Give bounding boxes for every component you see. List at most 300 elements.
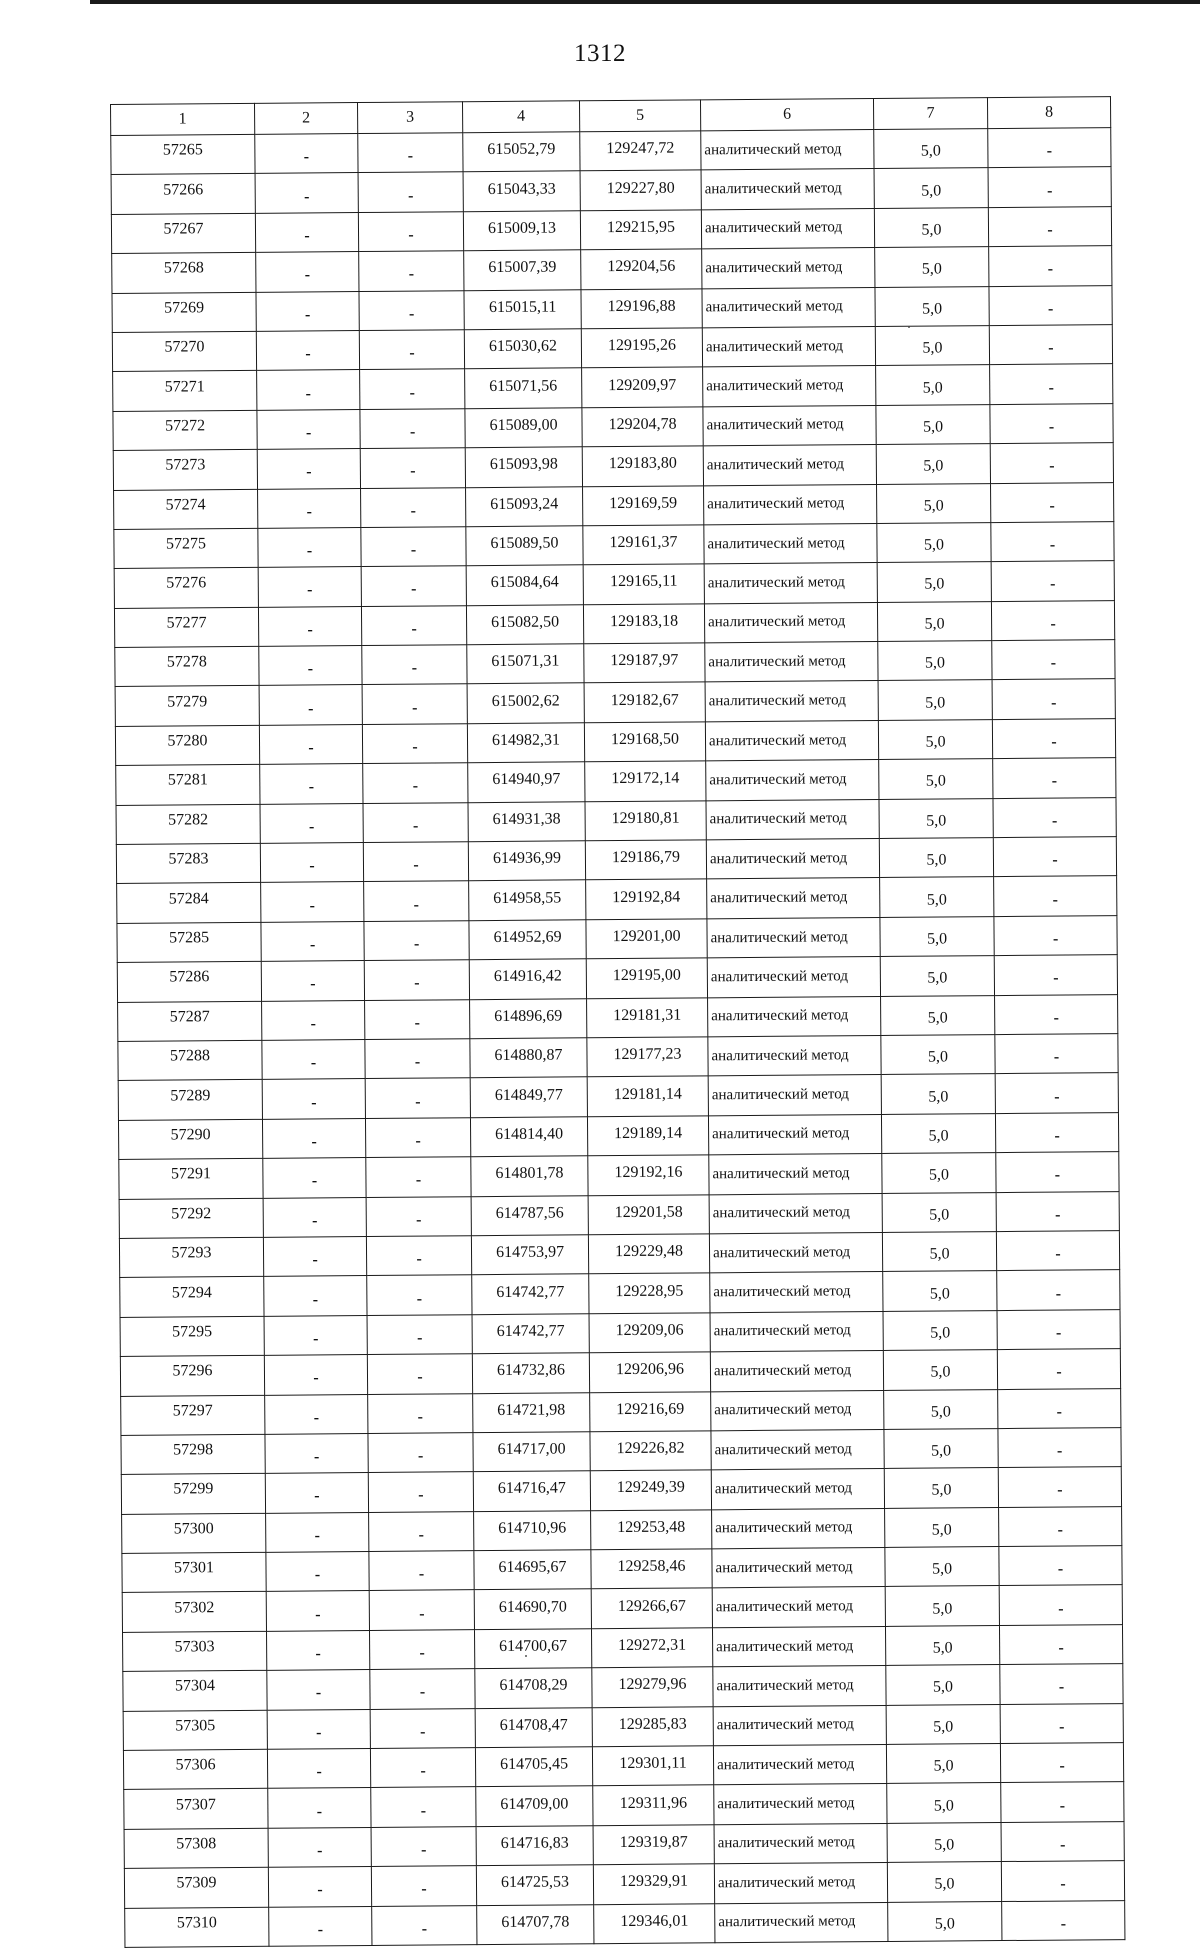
- method-cell: аналитический метод: [703, 366, 876, 407]
- col2-cell: -: [262, 1040, 365, 1080]
- col8-cell: -: [999, 1585, 1122, 1625]
- accuracy-cell: 5,0: [885, 1547, 999, 1587]
- col2-cell: -: [266, 1630, 369, 1670]
- y-coordinate-cell: 129182,67: [584, 682, 705, 722]
- col8-cell: -: [998, 1388, 1121, 1428]
- accuracy-cell: 5,0: [875, 286, 989, 326]
- method-cell: аналитический метод: [714, 1863, 887, 1904]
- x-coordinate-cell: 615071,31: [467, 644, 584, 684]
- col2-cell: -: [261, 882, 364, 922]
- col2-cell: -: [257, 449, 360, 489]
- x-coordinate-cell: 614708,47: [475, 1707, 592, 1747]
- accuracy-cell: 5,0: [888, 1901, 1002, 1941]
- col8-cell: -: [995, 1034, 1118, 1074]
- col8-cell: -: [999, 1506, 1122, 1546]
- point-number-cell: 57285: [117, 922, 261, 963]
- col2-cell: -: [266, 1591, 369, 1631]
- x-coordinate-cell: 614705,45: [475, 1747, 592, 1787]
- col3-cell: -: [368, 1433, 473, 1473]
- accuracy-cell: 5,0: [887, 1822, 1001, 1862]
- column-header: 6: [700, 99, 873, 131]
- accuracy-cell: 5,0: [884, 1468, 998, 1508]
- method-cell: аналитический метод: [702, 326, 875, 367]
- col8-cell: -: [992, 718, 1115, 758]
- method-cell: аналитический метод: [709, 1232, 882, 1273]
- accuracy-cell: 5,0: [874, 168, 988, 208]
- accuracy-cell: 5,0: [881, 1035, 995, 1075]
- x-coordinate-cell: 614787,56: [471, 1195, 588, 1235]
- x-coordinate-cell: 614710,96: [474, 1510, 591, 1550]
- point-number-cell: 57267: [111, 213, 255, 254]
- point-number-cell: 57274: [114, 489, 258, 530]
- col8-cell: -: [1001, 1782, 1124, 1822]
- col3-cell: -: [366, 1157, 471, 1197]
- col3-cell: -: [360, 369, 465, 409]
- col2-cell: -: [259, 724, 362, 764]
- col8-cell: -: [996, 1191, 1119, 1231]
- col2-cell: -: [261, 921, 364, 961]
- col3-cell: -: [366, 1236, 471, 1276]
- col2-cell: -: [268, 1827, 371, 1867]
- col8-cell: -: [1002, 1900, 1125, 1940]
- accuracy-cell: 5,0: [886, 1744, 1000, 1784]
- col2-cell: -: [264, 1276, 367, 1316]
- point-number-cell: 57310: [125, 1907, 269, 1948]
- accuracy-cell: 5,0: [879, 798, 993, 838]
- y-coordinate-cell: 129227,80: [580, 170, 701, 210]
- x-coordinate-cell: 615089,50: [466, 526, 583, 566]
- col3-cell: -: [371, 1826, 476, 1866]
- col3-cell: -: [364, 921, 469, 961]
- y-coordinate-cell: 129195,26: [581, 328, 702, 368]
- accuracy-cell: 5,0: [875, 247, 989, 287]
- y-coordinate-cell: 129181,31: [587, 997, 708, 1037]
- point-number-cell: 57273: [113, 449, 257, 490]
- col2-cell: -: [257, 370, 360, 410]
- accuracy-cell: 5,0: [880, 916, 994, 956]
- x-coordinate-cell: 615071,56: [465, 368, 582, 408]
- y-coordinate-cell: 129311,96: [593, 1785, 714, 1825]
- col3-cell: -: [360, 408, 465, 448]
- col8-cell: -: [1000, 1664, 1123, 1704]
- y-coordinate-cell: 129204,56: [581, 249, 702, 289]
- x-coordinate-cell: 615030,62: [464, 329, 581, 369]
- col8-cell: -: [1001, 1861, 1124, 1901]
- col8-cell: -: [991, 482, 1114, 522]
- col8-cell: -: [999, 1624, 1122, 1664]
- accuracy-cell: 5,0: [883, 1350, 997, 1390]
- col8-cell: -: [998, 1427, 1121, 1467]
- method-cell: аналитический метод: [712, 1508, 885, 1549]
- col2-cell: -: [266, 1512, 369, 1552]
- point-number-cell: 57308: [124, 1828, 268, 1869]
- y-coordinate-cell: 129177,23: [587, 1037, 708, 1077]
- col3-cell: -: [371, 1866, 476, 1906]
- y-coordinate-cell: 129186,79: [585, 840, 706, 880]
- point-number-cell: 57284: [117, 883, 261, 924]
- method-cell: аналитический метод: [711, 1429, 884, 1470]
- col3-cell: -: [364, 881, 469, 921]
- accuracy-cell: 5,0: [876, 404, 990, 444]
- x-coordinate-cell: 614936,99: [468, 841, 585, 881]
- x-coordinate-cell: 614717,00: [473, 1432, 590, 1472]
- col8-cell: -: [995, 1112, 1118, 1152]
- col8-cell: -: [997, 1349, 1120, 1389]
- point-number-cell: 57281: [116, 765, 260, 806]
- y-coordinate-cell: 129201,00: [586, 919, 707, 959]
- col8-cell: -: [990, 364, 1113, 404]
- x-coordinate-cell: 615043,33: [463, 171, 580, 211]
- x-coordinate-cell: 614742,77: [472, 1274, 589, 1314]
- col3-cell: -: [368, 1393, 473, 1433]
- point-number-cell: 57303: [123, 1631, 267, 1672]
- accuracy-cell: 5,0: [877, 601, 991, 641]
- col2-cell: -: [260, 764, 363, 804]
- x-coordinate-cell: 614709,00: [476, 1786, 593, 1826]
- point-number-cell: 57268: [112, 253, 256, 294]
- y-coordinate-cell: 129216,69: [590, 1391, 711, 1431]
- col8-cell: -: [991, 561, 1114, 601]
- accuracy-cell: 5,0: [875, 326, 989, 366]
- col8-cell: -: [1000, 1743, 1123, 1783]
- point-number-cell: 57280: [115, 725, 259, 766]
- col3-cell: -: [369, 1551, 474, 1591]
- point-number-cell: 57304: [123, 1671, 267, 1712]
- col8-cell: -: [1001, 1821, 1124, 1861]
- col3-cell: -: [362, 684, 467, 724]
- column-header: 1: [111, 103, 255, 135]
- y-coordinate-cell: 129285,83: [592, 1706, 713, 1746]
- y-coordinate-cell: 129249,39: [590, 1470, 711, 1510]
- col3-cell: -: [370, 1669, 475, 1709]
- method-cell: аналитический метод: [707, 878, 880, 919]
- y-coordinate-cell: 129206,96: [589, 1352, 710, 1392]
- y-coordinate-cell: 129169,59: [583, 485, 704, 525]
- col8-cell: -: [988, 167, 1111, 207]
- method-cell: аналитический метод: [713, 1705, 886, 1746]
- y-coordinate-cell: 129168,50: [584, 722, 705, 762]
- col2-cell: -: [266, 1552, 369, 1592]
- col2-cell: -: [255, 173, 358, 213]
- col3-cell: -: [362, 724, 467, 764]
- y-coordinate-cell: 129192,16: [588, 1155, 709, 1195]
- col3-cell: -: [359, 290, 464, 330]
- method-cell: аналитический метод: [704, 484, 877, 525]
- point-number-cell: 57291: [119, 1158, 263, 1199]
- method-cell: аналитический метод: [714, 1823, 887, 1864]
- col8-cell: -: [992, 679, 1115, 719]
- x-coordinate-cell: 614700,67: [474, 1629, 591, 1669]
- col2-cell: -: [260, 843, 363, 883]
- y-coordinate-cell: 129266,67: [591, 1588, 712, 1628]
- col3-cell: -: [359, 330, 464, 370]
- col8-cell: -: [991, 522, 1114, 562]
- method-cell: аналитический метод: [713, 1744, 886, 1785]
- col2-cell: -: [256, 252, 359, 292]
- x-coordinate-cell: 614896,69: [470, 998, 587, 1038]
- method-cell: аналитический метод: [706, 839, 879, 880]
- x-coordinate-cell: 614958,55: [469, 880, 586, 920]
- y-coordinate-cell: 129258,46: [591, 1549, 712, 1589]
- col8-cell: -: [993, 837, 1116, 877]
- method-cell: аналитический метод: [704, 602, 877, 643]
- accuracy-cell: 5,0: [876, 365, 990, 405]
- column-header: 3: [357, 102, 462, 134]
- col3-cell: -: [369, 1630, 474, 1670]
- col8-cell: -: [996, 1231, 1119, 1271]
- y-coordinate-cell: 129204,78: [582, 407, 703, 447]
- col2-cell: -: [265, 1394, 368, 1434]
- method-cell: аналитический метод: [705, 681, 878, 722]
- y-coordinate-cell: 129189,14: [587, 1116, 708, 1156]
- y-coordinate-cell: 129247,72: [580, 131, 701, 171]
- accuracy-cell: 5,0: [885, 1625, 999, 1665]
- col3-cell: -: [360, 448, 465, 488]
- col3-cell: -: [361, 527, 466, 567]
- col3-cell: -: [369, 1511, 474, 1551]
- col2-cell: -: [255, 134, 358, 174]
- col3-cell: -: [363, 842, 468, 882]
- col2-cell: -: [259, 646, 362, 686]
- y-coordinate-cell: 129180,81: [585, 800, 706, 840]
- method-cell: аналитический метод: [702, 287, 875, 328]
- col2-cell: -: [256, 331, 359, 371]
- method-cell: аналитический метод: [708, 996, 881, 1037]
- accuracy-cell: 5,0: [881, 1113, 995, 1153]
- col3-cell: -: [367, 1354, 472, 1394]
- col8-cell: -: [994, 876, 1117, 916]
- y-coordinate-cell: 129272,31: [591, 1628, 712, 1668]
- col8-cell: -: [997, 1270, 1120, 1310]
- col8-cell: -: [988, 206, 1111, 246]
- point-number-cell: 57270: [112, 331, 256, 372]
- col3-cell: -: [365, 1117, 470, 1157]
- y-coordinate-cell: 129346,01: [594, 1903, 715, 1943]
- col2-cell: -: [264, 1355, 367, 1395]
- x-coordinate-cell: 614732,86: [472, 1353, 589, 1393]
- x-coordinate-cell: 615009,13: [463, 211, 580, 251]
- accuracy-cell: 5,0: [886, 1665, 1000, 1705]
- y-coordinate-cell: 129279,96: [592, 1667, 713, 1707]
- accuracy-cell: 5,0: [883, 1310, 997, 1350]
- point-number-cell: 57306: [123, 1749, 267, 1790]
- col8-cell: -: [992, 640, 1115, 680]
- col2-cell: -: [259, 685, 362, 725]
- method-cell: аналитический метод: [704, 523, 877, 564]
- col3-cell: -: [358, 212, 463, 252]
- accuracy-cell: 5,0: [883, 1271, 997, 1311]
- method-cell: аналитический метод: [710, 1311, 883, 1352]
- x-coordinate-cell: 615002,62: [467, 683, 584, 723]
- col2-cell: -: [268, 1788, 371, 1828]
- point-number-cell: 57297: [121, 1395, 265, 1436]
- method-cell: аналитический метод: [709, 1193, 882, 1234]
- x-coordinate-cell: 614801,78: [471, 1156, 588, 1196]
- x-coordinate-cell: 615084,64: [466, 565, 583, 605]
- y-coordinate-cell: 129301,11: [592, 1746, 713, 1786]
- point-number-cell: 57289: [118, 1080, 262, 1121]
- y-coordinate-cell: 129183,18: [583, 604, 704, 644]
- point-number-cell: 57301: [122, 1552, 266, 1593]
- method-cell: аналитический метод: [709, 1154, 882, 1195]
- method-cell: аналитический метод: [701, 169, 874, 210]
- scan-speck: [908, 326, 910, 328]
- col8-cell: -: [997, 1309, 1120, 1349]
- y-coordinate-cell: 129329,91: [593, 1864, 714, 1904]
- method-cell: аналитический метод: [712, 1626, 885, 1667]
- point-number-cell: 57282: [116, 804, 260, 845]
- point-number-cell: 57271: [113, 371, 257, 412]
- column-header: 5: [579, 100, 700, 132]
- accuracy-cell: 5,0: [882, 1153, 996, 1193]
- y-coordinate-cell: 129183,80: [582, 446, 703, 486]
- col3-cell: -: [367, 1275, 472, 1315]
- col3-cell: -: [364, 960, 469, 1000]
- col2-cell: -: [268, 1867, 371, 1907]
- col8-cell: -: [1000, 1703, 1123, 1743]
- col8-cell: -: [991, 600, 1114, 640]
- col8-cell: -: [995, 994, 1118, 1034]
- col3-cell: -: [370, 1748, 475, 1788]
- accuracy-cell: 5,0: [880, 877, 994, 917]
- col3-cell: -: [370, 1708, 475, 1748]
- col3-cell: -: [359, 251, 464, 291]
- page-number: 1312: [574, 40, 626, 67]
- col2-cell: -: [267, 1670, 370, 1710]
- accuracy-cell: 5,0: [874, 207, 988, 247]
- method-cell: аналитический метод: [714, 1784, 887, 1825]
- accuracy-cell: 5,0: [880, 956, 994, 996]
- col2-cell: -: [255, 212, 358, 252]
- col2-cell: -: [258, 488, 361, 528]
- x-coordinate-cell: 615089,00: [465, 408, 582, 448]
- point-number-cell: 57283: [116, 843, 260, 884]
- point-number-cell: 57288: [118, 1040, 262, 1081]
- accuracy-cell: 5,0: [877, 483, 991, 523]
- col2-cell: -: [258, 567, 361, 607]
- scan-speck: [525, 1655, 527, 1657]
- method-cell: аналитический метод: [705, 642, 878, 683]
- col2-cell: -: [267, 1709, 370, 1749]
- point-number-cell: 57278: [115, 646, 259, 687]
- col8-cell: -: [989, 285, 1112, 325]
- col3-cell: -: [372, 1905, 477, 1945]
- col3-cell: -: [365, 1078, 470, 1118]
- method-cell: аналитический метод: [707, 957, 880, 998]
- col2-cell: -: [257, 409, 360, 449]
- table-row: [125, 1900, 1125, 1947]
- method-cell: аналитический метод: [710, 1272, 883, 1313]
- accuracy-cell: 5,0: [886, 1704, 1000, 1744]
- y-coordinate-cell: 129161,37: [583, 525, 704, 565]
- coordinates-table: [110, 96, 1125, 1948]
- col2-cell: -: [262, 1118, 365, 1158]
- col2-cell: -: [265, 1473, 368, 1513]
- method-cell: аналитический метод: [710, 1351, 883, 1392]
- column-header: 4: [462, 101, 579, 133]
- col3-cell: -: [366, 1196, 471, 1236]
- point-number-cell: 57294: [120, 1277, 264, 1318]
- col3-cell: -: [363, 763, 468, 803]
- table-body: [111, 128, 1125, 1948]
- accuracy-cell: 5,0: [878, 641, 992, 681]
- top-border-rule: [90, 0, 1200, 4]
- method-cell: аналитический метод: [707, 917, 880, 958]
- point-number-cell: 57286: [117, 962, 261, 1003]
- method-cell: аналитический метод: [711, 1390, 884, 1431]
- accuracy-cell: 5,0: [887, 1783, 1001, 1823]
- point-number-cell: 57307: [124, 1789, 268, 1830]
- col3-cell: -: [363, 802, 468, 842]
- x-coordinate-cell: 614695,67: [474, 1550, 591, 1590]
- col8-cell: -: [993, 797, 1116, 837]
- point-number-cell: 57269: [112, 292, 256, 333]
- point-number-cell: 57276: [114, 568, 258, 609]
- method-cell: аналитический метод: [708, 1035, 881, 1076]
- y-coordinate-cell: 129192,84: [586, 879, 707, 919]
- method-cell: аналитический метод: [706, 760, 879, 801]
- point-number-cell: 57298: [121, 1434, 265, 1475]
- accuracy-cell: 5,0: [879, 838, 993, 878]
- col8-cell: -: [990, 443, 1113, 483]
- y-coordinate-cell: 129181,14: [587, 1076, 708, 1116]
- point-number-cell: 57272: [113, 410, 257, 451]
- x-coordinate-cell: 614952,69: [469, 920, 586, 960]
- col3-cell: -: [358, 172, 463, 212]
- method-cell: аналитический метод: [711, 1469, 884, 1510]
- column-header: 2: [254, 103, 357, 135]
- method-cell: аналитический метод: [702, 248, 875, 289]
- point-number-cell: 57299: [121, 1474, 265, 1515]
- col3-cell: -: [362, 645, 467, 685]
- col8-cell: -: [989, 246, 1112, 286]
- x-coordinate-cell: 615093,24: [466, 486, 583, 526]
- method-cell: аналитический метод: [712, 1587, 885, 1628]
- method-cell: аналитический метод: [705, 720, 878, 761]
- col2-cell: -: [261, 961, 364, 1001]
- col3-cell: -: [371, 1787, 476, 1827]
- accuracy-cell: 5,0: [878, 719, 992, 759]
- y-coordinate-cell: 129201,58: [588, 1194, 709, 1234]
- col8-cell: -: [994, 955, 1117, 995]
- point-number-cell: 57290: [118, 1119, 262, 1160]
- method-cell: аналитический метод: [715, 1902, 888, 1943]
- accuracy-cell: 5,0: [881, 1074, 995, 1114]
- point-number-cell: 57300: [122, 1513, 266, 1554]
- accuracy-cell: 5,0: [879, 759, 993, 799]
- method-cell: аналитический метод: [708, 1075, 881, 1116]
- col8-cell: -: [989, 325, 1112, 365]
- accuracy-cell: 5,0: [877, 562, 991, 602]
- point-number-cell: 57265: [111, 134, 255, 175]
- col8-cell: -: [998, 1467, 1121, 1507]
- point-number-cell: 57292: [119, 1198, 263, 1239]
- method-cell: аналитический метод: [701, 130, 874, 171]
- method-cell: аналитический метод: [708, 1114, 881, 1155]
- col2-cell: -: [262, 1079, 365, 1119]
- col2-cell: -: [258, 527, 361, 567]
- col2-cell: -: [256, 291, 359, 331]
- y-coordinate-cell: 129209,06: [589, 1313, 710, 1353]
- col8-cell: -: [988, 128, 1111, 168]
- point-number-cell: 57309: [124, 1867, 268, 1908]
- method-cell: аналитический метод: [701, 208, 874, 249]
- col8-cell: -: [994, 915, 1117, 955]
- x-coordinate-cell: 615015,11: [464, 289, 581, 329]
- y-coordinate-cell: 129229,48: [588, 1234, 709, 1274]
- x-coordinate-cell: 615082,50: [466, 604, 583, 644]
- col2-cell: -: [263, 1236, 366, 1276]
